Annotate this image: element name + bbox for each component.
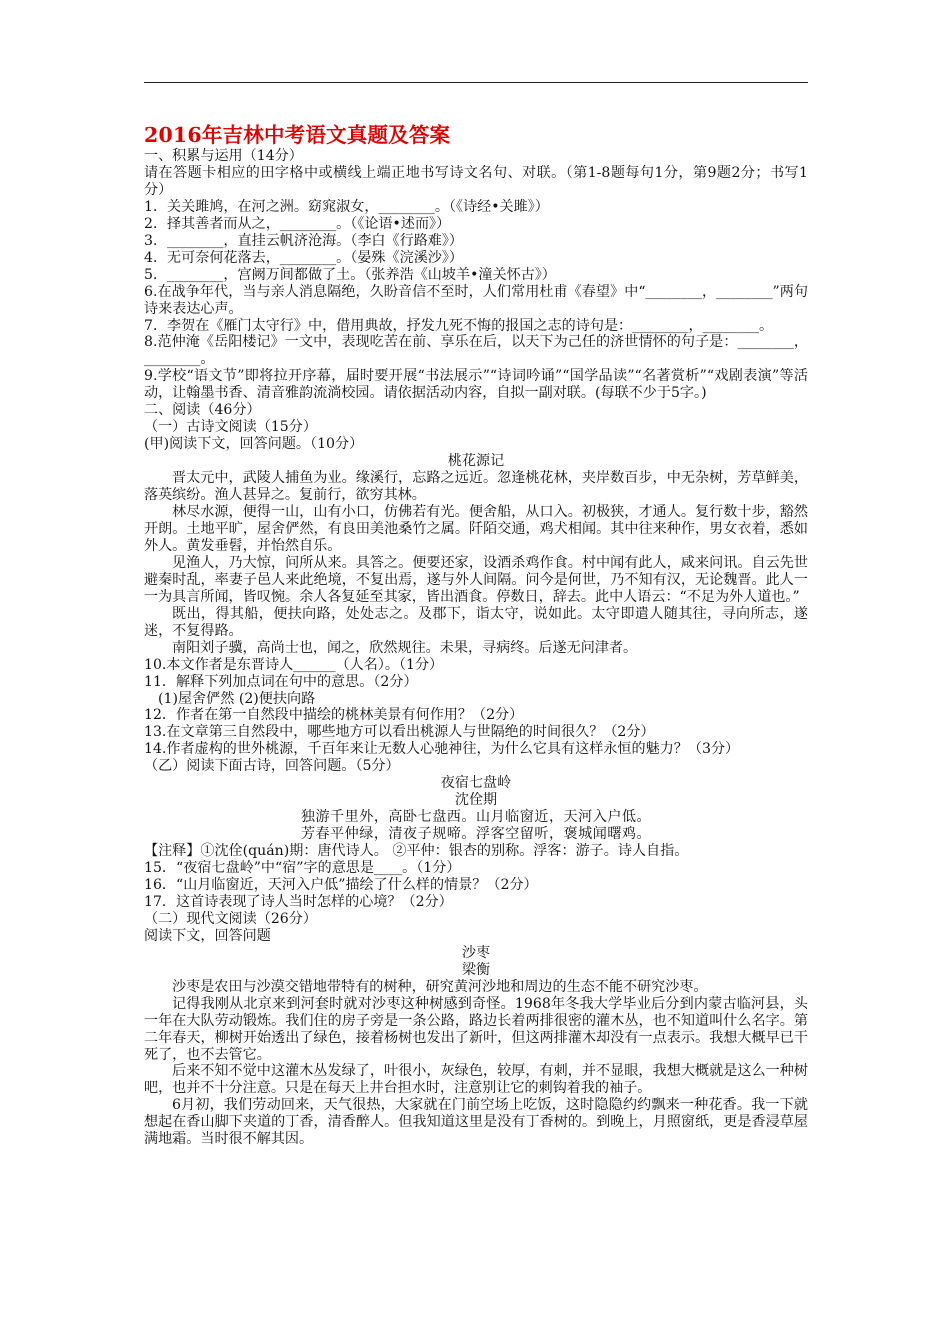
article-paragraph: 后来不知不觉中这灌木丛发绿了，叶很小，灰绿色，较厚，有刺，并不显眼，我想大概就是这么一种树吧，也并不十分注意。只是在每天上井台担水时，注意别让它的刺钩着我的袖子。 <box>144 1063 808 1097</box>
section-heading: 二、阅读（46分） <box>144 402 261 419</box>
section-heading: 一、积累与运用（14分） <box>144 148 303 164</box>
poem-notes: 【注释】①沈佺(quán)期：唐代诗人。 ②平仲：银杏的别称。浮客：游子。诗人自指。 <box>144 843 689 860</box>
article-paragraph: 6月初，我们劳动回来，天气很热，大家就在门前空场上吃饭，这时隐隐约约飘来一种花香。我一下就想起在香山脚下夹道的丁香，清香醉人。但我知道这里是没有丁香树的。到晚上，月照窗纸，更是香浸草屋满地霜。当时很不解其因。 <box>144 1097 808 1148</box>
question-3: 3．________，直挂云帆济沧海。（李白《行路难》） <box>144 232 464 249</box>
instruction-text: 请在答题卡相应的田字格中或横线上端正地书写诗文名句、对联。（第1-8题每句1分，第9题2分；书写1分） <box>144 164 808 198</box>
question-15: 15．“夜宿七盘岭”中“宿”字的意思是____。（1分） <box>144 860 461 877</box>
passage-paragraph: 见渔人，乃大惊，问所从来。具答之。便要还家，设酒杀鸡作食。村中闻有此人，咸来问讯。自云先世避秦时乱，率妻子邑人来此绝境，不复出焉，遂与外人间隔。问今是何世，乃不知有汉，无论魏晋。此人一一为具言所闻，皆叹惋。余人各复延至其家，皆出酒食。停数日，辞去。此中人语云：“不足为外人道也。” <box>144 554 808 605</box>
passage-paragraph: 南阳刘子骥，高尚士也，闻之，欣然规往。未果，寻病终。后遂无问津者。 <box>172 639 638 656</box>
question-10: 10.本文作者是东晋诗人______（人名）。（1分） <box>144 656 444 673</box>
poem-line: 芳春平仲绿，清夜子规啼。浮客空留听，褒城闻曙鸡。 <box>300 826 652 843</box>
question-2: 2．择其善者而从之，________。（《论语•述而》） <box>144 215 451 232</box>
question-17: 17．这首诗表现了诗人当时怎样的心境？（2分） <box>144 893 453 910</box>
question-12: 12．作者在第一自然段中描绘的桃林美景有何作用？（2分） <box>144 707 524 724</box>
poem-author: 沈佺期 <box>454 792 498 809</box>
passage-paragraph: 晋太元中，武陵人捕鱼为业。缘溪行，忘路之远近。忽逢桃花林，夹岸数百步，中无杂树，芳草鲜美，落英缤纷。渔人甚异之。复前行，欲穷其林。 <box>144 470 808 504</box>
subsection-heading: (甲)阅读下文，回答问题。（10分） <box>144 436 364 453</box>
article-author: 梁衡 <box>461 961 491 978</box>
question-16: 16．“山月临窗近，天河入户低”描绘了什么样的情景？（2分） <box>144 876 538 893</box>
question-11: 11．解释下列加点词在句中的意思。（2分） <box>144 673 418 690</box>
question-14: 14.作者虚构的世外桃源，千百年来让无数人心驰神往，为什么它具有这样永恒的魅力？（3分） <box>144 741 740 758</box>
question-11-items: (1)屋舍俨然 (2)便扶向路 <box>158 690 316 707</box>
passage-title: 桃花源记 <box>447 453 505 470</box>
article-paragraph: 沙枣是农田与沙漠交错地带特有的树种，研究黄河沙地和周边的生态不能不研究沙枣。 <box>172 978 708 995</box>
question-1: 1．关关雎鸠，在河之洲。窈窕淑女，________。（《诗经•关雎》） <box>144 198 549 215</box>
poem-title: 夜宿七盘岭 <box>440 775 512 792</box>
subsection-heading: （二）现代文阅读（26分） <box>144 910 317 927</box>
question-9: 9.学校“语文节”即将拉开序幕，届时要开展“书法展示”“诗词吟诵”“国学品读”“名著赏析”“戏剧表演”等活动，让翰墨书香、清音雅韵流淌校园。请依据活动内容，自拟一副对联。(每联不少于5字。) <box>144 368 808 402</box>
question-7: 7．李贺在《雁门太守行》中，借用典故，抒发九死不悔的报国之志的诗句是：________，________。 <box>144 317 774 334</box>
article-paragraph: 记得我刚从北京来到河套时就对沙枣这种树感到奇怪。1968年冬我大学毕业后分到内蒙古临河县，头一年在大队劳动锻炼。我们住的房子旁是一条公路，路边长着两排很密的灌木丛，也不知道叫什么名字。第二年春天，柳树开始透出了绿色，接着杨树也发出了新叶，但这两排灌木却没有一点表示。我想大概早已干死了，也不去管它。 <box>144 995 808 1063</box>
question-8: 8.范仲淹《岳阳楼记》一文中，表现吃苦在前、享乐在后，以天下为己任的济世情怀的句子是：________，________。 <box>144 334 808 368</box>
poem-line: 独游千里外，高卧七盘西。山月临窗近，天河入户低。 <box>300 809 652 826</box>
document-title: 2016年吉林中考语文真题及答案 <box>144 123 451 147</box>
header-rule <box>144 82 808 83</box>
question-6: 6.在战争年代，当与亲人消息隔绝，久盼音信不至时，人们常用杜甫《春望》中“________，________”两句诗来表达心声。 <box>144 283 808 317</box>
subsection-heading: （一）古诗文阅读（15分） <box>144 419 317 436</box>
question-13: 13.在文章第三自然段中，哪些地方可以看出桃源人与世隔绝的时间很久？（2分） <box>144 724 655 741</box>
subsection-heading: （乙）阅读下面古诗，回答问题。（5分） <box>144 758 400 775</box>
passage-paragraph: 既出，得其船，便扶向路，处处志之。及郡下，诣太守，说如此。太守即遣人随其往，寻向所志，遂迷，不复得路。 <box>144 605 808 639</box>
question-4: 4．无可奈何花落去，________。（晏殊《浣溪沙》） <box>144 249 464 266</box>
article-title: 沙枣 <box>461 944 491 961</box>
passage-paragraph: 林尽水源，便得一山，山有小口，仿佛若有光。便舍船，从口入。初极狭，才通人。复行数十步，豁然开朗。土地平旷，屋舍俨然，有良田美池桑竹之属。阡陌交通，鸡犬相闻。其中往来种作，男女衣着，悉如外人。黄发垂髫，并怡然自乐。 <box>144 504 808 554</box>
question-5: 5．________，宫阙万间都做了土。（张养浩《山坡羊•潼关怀古》） <box>144 266 556 283</box>
instruction-text: 阅读下文，回答问题 <box>144 927 271 944</box>
document-body <box>144 122 808 1148</box>
